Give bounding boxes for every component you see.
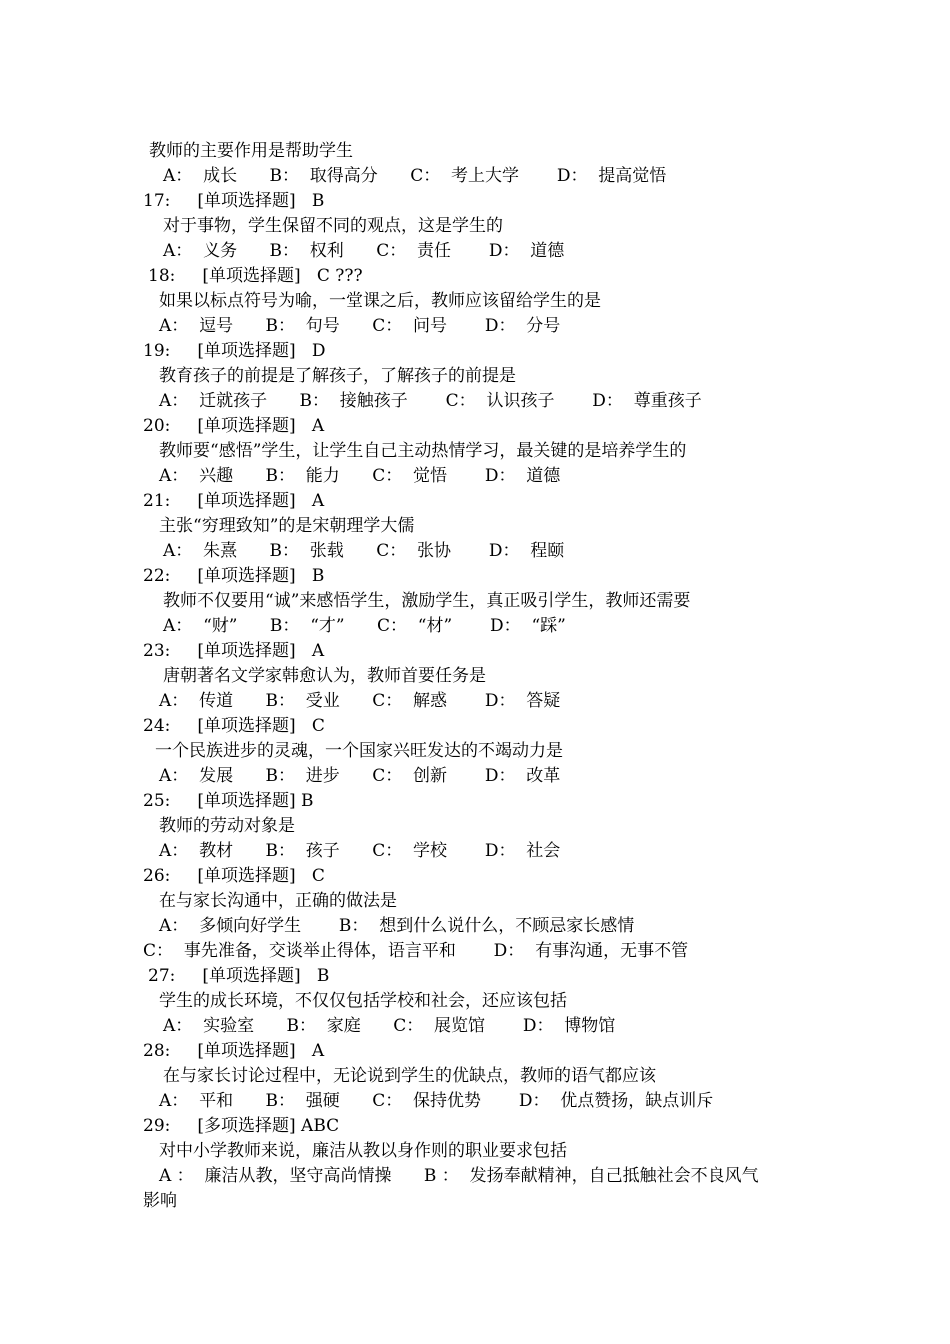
question-17-header: 17: [单项选择题] B (143, 191, 325, 211)
question-21-header: 21: [单项选择题] A (143, 491, 325, 511)
question-27-options: A： 实验室 B： 家庭 C： 展览馆 D： 博物馆 (163, 1016, 616, 1036)
question-22-options: A： “财” B： “才” C： “材” D： “踩” (163, 616, 566, 636)
question-21-options: A： 朱熹 B： 张载 C： 张协 D： 程颐 (163, 541, 565, 561)
question-18-text: 如果以标点符号为喻，一堂课之后，教师应该留给学生的是 (159, 291, 601, 311)
question-17-options: A： 义务 B： 权利 C： 责任 D： 道德 (163, 241, 565, 261)
question-29-options-ab: A ： 廉洁从教，坚守高尚情操 B ： 发扬奉献精神，自己抵触社会不良风气 (159, 1166, 759, 1186)
question-19-options: A： 迁就孩子 B： 接触孩子 C： 认识孩子 D： 尊重孩子 (159, 391, 702, 411)
question-29-header: 29: [多项选择题] ABC (143, 1116, 340, 1136)
question-16-options: A： 成长 B： 取得高分 C： 考上大学 D： 提高觉悟 (163, 166, 667, 186)
question-19-header: 19: [单项选择题] D (143, 341, 326, 361)
question-26-header: 26: [单项选择题] C (143, 866, 325, 886)
question-25-header: 25: [单项选择题] B (143, 791, 314, 811)
question-21-text: 主张“穷理致知”的是宋朝理学大儒 (159, 516, 415, 536)
question-23-header: 23: [单项选择题] A (143, 641, 325, 661)
question-25-options: A： 教材 B： 孩子 C： 学校 D： 社会 (159, 841, 561, 861)
question-20-options: A： 兴趣 B： 能力 C： 觉悟 D： 道德 (159, 466, 561, 486)
question-26-options-ab: A： 多倾向好学生 B： 想到什么说什么，不顾忌家长感情 (159, 916, 635, 936)
question-28-header: 28: [单项选择题] A (143, 1041, 325, 1061)
question-18-header: 18: [单项选择题] C ??? (148, 266, 363, 286)
question-26-text: 在与家长沟通中，正确的做法是 (159, 891, 397, 911)
question-20-text: 教师要“感悟”学生，让学生自己主动热情学习，最关键的是培养学生的 (159, 441, 687, 461)
question-23-text: 唐朝著名文学家韩愈认为，教师首要任务是 (163, 666, 486, 686)
question-25-text: 教师的劳动对象是 (159, 816, 295, 836)
question-28-options: A： 平和 B： 强硬 C： 保持优势 D： 优点赞扬，缺点训斥 (159, 1091, 714, 1111)
question-27-header: 27: [单项选择题] B (148, 966, 330, 986)
question-24-text: 一个民族进步的灵魂，一个国家兴旺发达的不竭动力是 (155, 741, 563, 761)
question-18-options: A： 逗号 B： 句号 C： 问号 D： 分号 (159, 316, 561, 336)
question-22-text: 教师不仅要用“诚”来感悟学生，激励学生，真正吸引学生，教师还需要 (163, 591, 691, 611)
question-23-options: A： 传道 B： 受业 C： 解惑 D： 答疑 (159, 691, 561, 711)
question-19-text: 教育孩子的前提是了解孩子，了解孩子的前提是 (159, 366, 516, 386)
question-22-header: 22: [单项选择题] B (143, 566, 325, 586)
question-29-text: 对中小学教师来说，廉洁从教以身作则的职业要求包括 (159, 1141, 567, 1161)
question-26-options-cd: C： 事先准备，交谈举止得体，语言平和 D： 有事沟通，无事不管 (143, 941, 689, 961)
question-28-text: 在与家长讨论过程中，无论说到学生的优缺点，教师的语气都应该 (163, 1066, 656, 1086)
question-24-options: A： 发展 B： 进步 C： 创新 D： 改革 (159, 766, 561, 786)
question-20-header: 20: [单项选择题] A (143, 416, 325, 436)
question-29-options-continued: 影响 (143, 1191, 177, 1211)
question-16-text: 教师的主要作用是帮助学生 (149, 141, 353, 161)
question-27-text: 学生的成长环境，不仅仅包括学校和社会，还应该包括 (159, 991, 567, 1011)
question-17-text: 对于事物，学生保留不同的观点，这是学生的 (163, 216, 503, 236)
question-24-header: 24: [单项选择题] C (143, 716, 325, 736)
